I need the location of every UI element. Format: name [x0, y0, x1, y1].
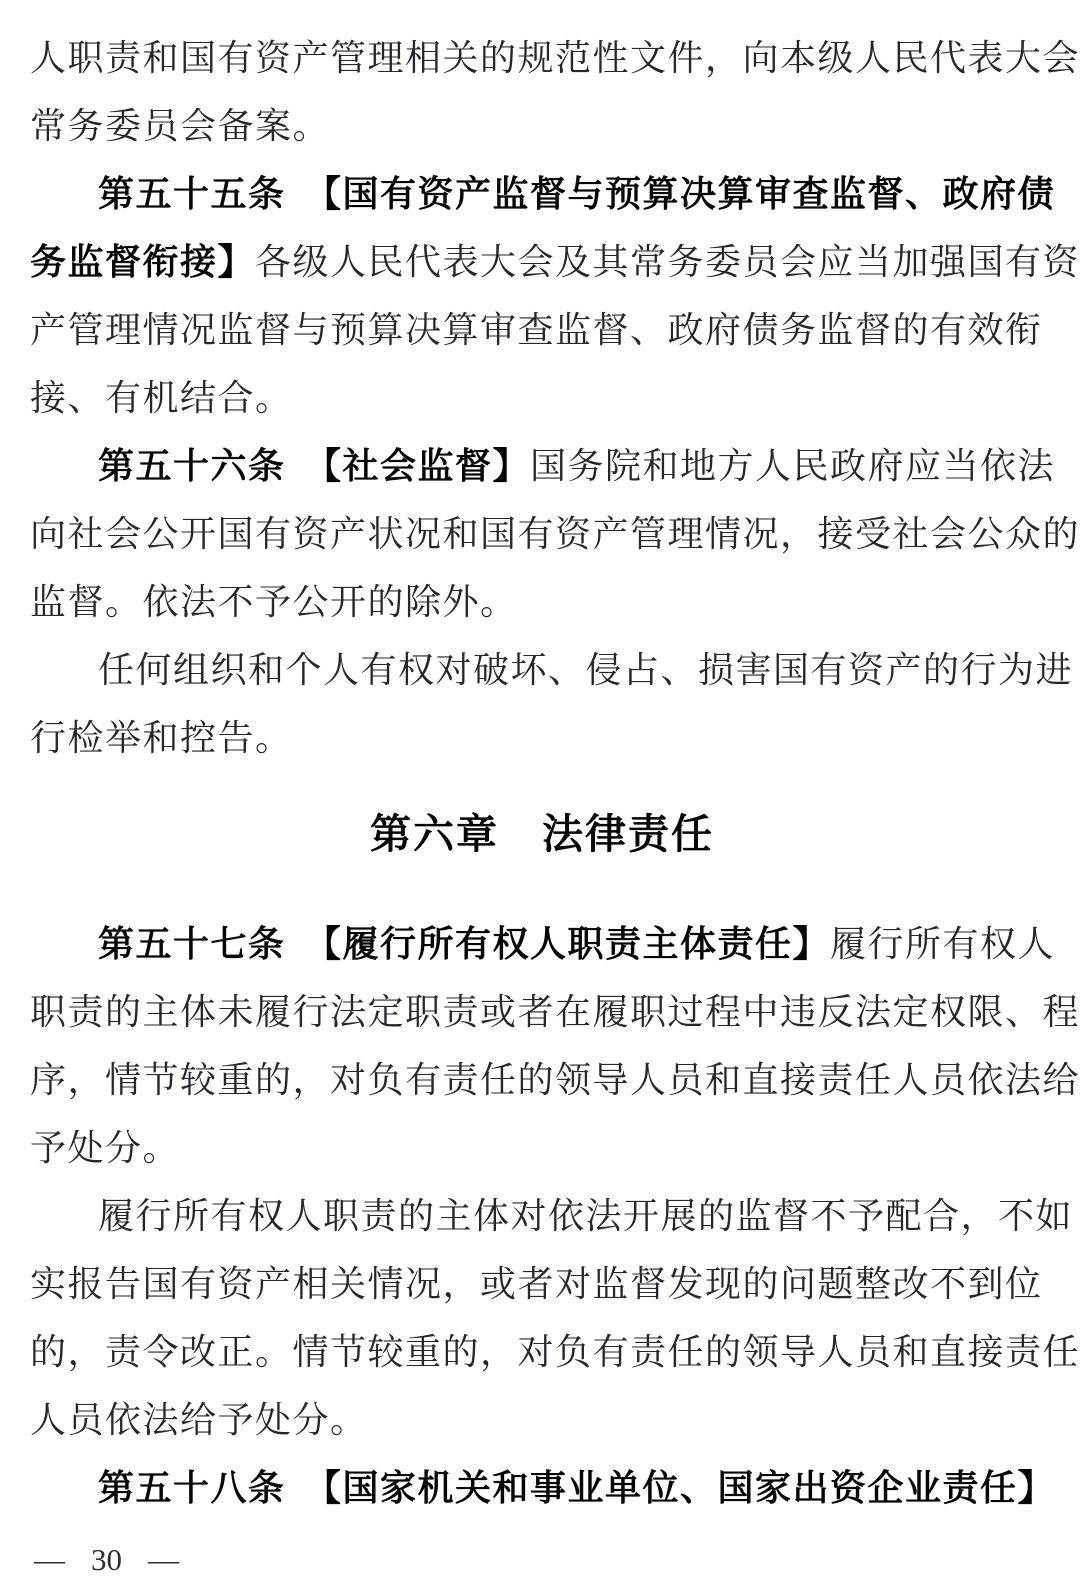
text-segment: 履行所有权人 — [830, 924, 1056, 964]
text-line — [30, 636, 1074, 704]
text-line — [30, 704, 1054, 772]
text-segment: 监督。依法不予公开的除外。 — [30, 582, 518, 622]
text-segment: 的，责令改正。情节较重的，对负有责任的领导人员和直接责任 — [30, 1332, 1080, 1372]
text-segment: 接、有机结合。 — [30, 378, 293, 418]
text-line — [30, 228, 1080, 296]
footer-right-dash: — — [148, 1542, 179, 1577]
text-segment: 履行所有权人职责的主体对依法开展的监督不予配合，不如 — [98, 1196, 1074, 1236]
text-segment: 人职责和国有资产管理相关的规范性文件，向本级人民代表大会 — [30, 38, 1080, 78]
text-segment: 予处分。 — [30, 1128, 181, 1168]
text-segment: 职责的主体未履行法定职责或者在履职过程中违反法定权限、程 — [30, 992, 1080, 1032]
chapter-heading — [30, 800, 1054, 868]
text-segment: 实报告国有资产相关情况，或者对监督发现的问题整改不到位 — [30, 1264, 1043, 1304]
text-line — [30, 24, 1080, 92]
text-line — [30, 432, 1054, 500]
bold-text-segment: 第五十八条 【国家机关和事业单位、国家出资企业责任】 — [98, 1467, 1056, 1508]
text-line — [30, 910, 1054, 978]
text-line — [30, 160, 1054, 228]
text-segment: 产管理情况监督与预算决算审查监督、政府债务监督的有效衔 — [30, 310, 1043, 350]
text-line — [30, 296, 1054, 364]
text-line — [30, 500, 1080, 568]
text-line — [30, 364, 1054, 432]
bold-text-segment: 第五十五条 【国有资产监督与预算决算审查监督、政府债 — [98, 173, 1056, 214]
text-line — [30, 1250, 1054, 1318]
text-line — [30, 1454, 1054, 1522]
bold-text-segment: 第五十六条 【社会监督】 — [98, 445, 531, 486]
text-line — [30, 1318, 1080, 1386]
text-segment: 序，情节较重的，对负有责任的领导人员和直接责任人员依法给 — [30, 1060, 1080, 1100]
text-line — [30, 92, 1054, 160]
text-line — [30, 1386, 1054, 1454]
text-line — [30, 1046, 1080, 1114]
text-line — [30, 568, 1054, 636]
text-segment: 常务委员会备案。 — [30, 106, 331, 146]
text-segment: 任何组织和个人有权对破坏、侵占、损害国有资产的行为进 — [98, 650, 1074, 690]
footer-left-dash: — — [34, 1542, 65, 1577]
text-segment: 人员依法给予处分。 — [30, 1400, 368, 1440]
bold-text-segment: 第六章 法律责任 — [370, 811, 714, 857]
text-segment: 各级人民代表大会及其常务委员会应当加强国有资 — [255, 242, 1080, 282]
text-line — [30, 978, 1080, 1046]
bold-text-segment: 务监督衔接】 — [30, 241, 256, 282]
bold-text-segment: 第五十七条 【履行所有权人职责主体责任】 — [98, 923, 831, 964]
text-segment: 行检举和控告。 — [30, 718, 293, 758]
text-line — [30, 1114, 1054, 1182]
page-footer — [34, 1542, 179, 1578]
text-segment: 国务院和地方人民政府应当依法 — [530, 446, 1056, 486]
text-segment: 向社会公开国有资产状况和国有资产管理情况，接受社会公众的 — [30, 514, 1080, 554]
text-line — [30, 1182, 1074, 1250]
page-number: 30 — [91, 1542, 122, 1577]
